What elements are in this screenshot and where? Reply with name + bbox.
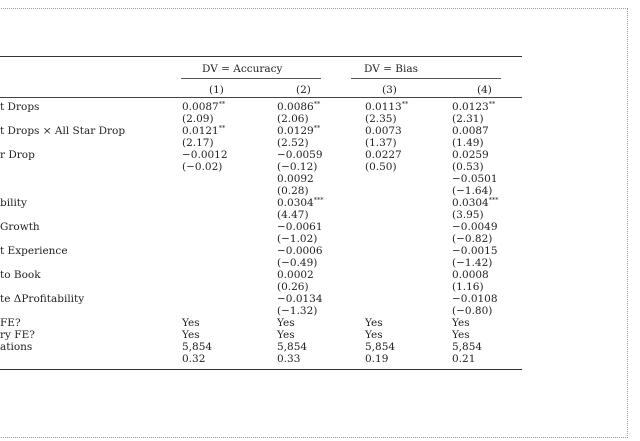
cell-value: (2.35) [365, 113, 397, 125]
cell-col-3 [365, 113, 397, 125]
cell-col-4 [452, 293, 498, 305]
cell-value: 5,854 [182, 341, 213, 353]
row-label: bility [0, 197, 27, 209]
table-row [0, 353, 522, 365]
cell-value: 0.0129 [277, 125, 314, 137]
cell-value: 0.0259 [452, 149, 489, 161]
cell-value: Yes [365, 329, 383, 341]
cell-value: Yes [182, 317, 200, 329]
cell-col-2 [277, 221, 323, 233]
cell-col-2 [277, 329, 295, 341]
cell-value: −0.0108 [452, 293, 498, 305]
row-label: to Book [0, 269, 41, 281]
cell-value: Yes [277, 317, 295, 329]
cell-col-4 [452, 353, 475, 365]
significance-stars: *** [313, 196, 324, 204]
table-bottom-rule [0, 369, 522, 370]
cell-value: 0.0092 [277, 173, 314, 185]
cell-col-3 [365, 329, 383, 341]
table-row [0, 341, 522, 353]
row-label: te ΔProfitability [0, 293, 85, 305]
table-row [0, 233, 522, 245]
dv-bias-header: DV = Bias [364, 63, 419, 75]
row-label: r Drop [0, 149, 35, 161]
significance-stars: ** [488, 100, 496, 108]
cell-col-2 [277, 305, 317, 317]
cell-col-4 [452, 149, 489, 161]
cell-col-1 [182, 161, 222, 173]
cell-value: Yes [365, 317, 383, 329]
row-label: Growth [0, 221, 40, 233]
table-row [0, 245, 522, 257]
col-num-3: (3) [382, 84, 397, 96]
cell-col-2 [277, 245, 323, 257]
cell-col-2 [277, 125, 320, 137]
cell-value: (0.50) [365, 161, 397, 173]
cell-col-4 [452, 257, 492, 269]
cell-value: 0.0304 [452, 197, 489, 209]
table-row [0, 221, 522, 233]
cell-value: −0.0049 [452, 221, 498, 233]
cell-value: 0.0087 [182, 101, 219, 113]
cell-col-4 [452, 137, 484, 149]
row-label: t Drops × All Star Drop [0, 125, 126, 137]
row-label: t Experience [0, 245, 68, 257]
cell-col-2 [277, 185, 309, 197]
cell-value: (4.47) [277, 209, 309, 221]
cell-col-2 [277, 137, 309, 149]
cell-value: −0.0059 [277, 149, 323, 161]
table-row [0, 161, 522, 173]
cell-col-3 [365, 101, 408, 113]
cell-col-3 [365, 149, 402, 161]
cell-col-2 [277, 149, 323, 161]
significance-stars: ** [313, 100, 321, 108]
dv-accuracy-header: DV = Accuracy [202, 63, 283, 75]
cell-value: (2.52) [277, 137, 309, 149]
cell-col-2 [277, 353, 300, 365]
cell-value: 0.0123 [452, 101, 489, 113]
col-num-4: (4) [477, 84, 492, 96]
cell-value: (0.53) [452, 161, 484, 173]
cell-value: (−1.42) [452, 257, 493, 269]
cell-col-2 [277, 317, 295, 329]
cell-value: (−0.02) [182, 161, 223, 173]
cell-col-1 [182, 341, 212, 353]
cell-value: 0.0304 [277, 197, 314, 209]
cell-col-4 [452, 185, 492, 197]
table-row [0, 113, 522, 125]
cell-col-1 [182, 353, 205, 365]
table-row [0, 329, 522, 341]
cell-value: (−0.49) [277, 257, 318, 269]
cell-col-2 [277, 209, 309, 221]
cell-value: (1.49) [452, 137, 484, 149]
cell-value: 5,854 [452, 341, 483, 353]
cell-col-1 [182, 137, 214, 149]
col-num-2: (2) [296, 84, 311, 96]
significance-stars: ** [313, 124, 321, 132]
cell-value: 5,854 [277, 341, 308, 353]
table-row [0, 209, 522, 221]
regression-table [0, 56, 522, 370]
cell-col-1 [182, 125, 225, 137]
cell-col-1 [182, 317, 200, 329]
cell-value: 0.0073 [365, 125, 402, 137]
cell-value: 0.19 [365, 353, 389, 365]
cell-col-3 [365, 341, 395, 353]
cell-value: (−0.82) [452, 233, 493, 245]
cell-col-4 [452, 209, 484, 221]
cell-value: (−1.02) [277, 233, 318, 245]
cell-value: 0.0227 [365, 149, 402, 161]
table-row [0, 269, 522, 281]
cell-col-4 [452, 113, 484, 125]
cell-value: 0.0002 [277, 269, 314, 281]
table-body [0, 98, 522, 369]
cell-value: (2.31) [452, 113, 484, 125]
cell-col-4 [452, 173, 498, 185]
table-row [0, 257, 522, 269]
cell-col-3 [365, 317, 383, 329]
row-label: ry FE? [0, 329, 35, 341]
cell-value: (2.09) [182, 113, 214, 125]
cell-value: (1.37) [365, 137, 397, 149]
table-row [0, 317, 522, 329]
significance-stars: ** [401, 100, 409, 108]
cell-col-2 [277, 173, 314, 185]
cell-value: (2.06) [277, 113, 309, 125]
cell-value: −0.0134 [277, 293, 323, 305]
row-label: t Drops [0, 101, 40, 113]
cell-value: 0.0121 [182, 125, 219, 137]
cell-col-4 [452, 233, 492, 245]
row-label: FE? [0, 317, 21, 329]
cell-value: (−1.32) [277, 305, 318, 317]
cell-col-4 [452, 245, 498, 257]
cell-value: 0.32 [182, 353, 206, 365]
cell-col-4 [452, 161, 484, 173]
cell-value: (−1.64) [452, 185, 493, 197]
cell-value: 5,854 [365, 341, 396, 353]
cell-col-2 [277, 101, 320, 113]
cell-value: Yes [182, 329, 200, 341]
significance-stars: ** [218, 124, 226, 132]
table-row [0, 125, 522, 137]
row-label: ations [0, 341, 33, 353]
cell-value: −0.0006 [277, 245, 323, 257]
table-row [0, 173, 522, 185]
cell-col-3 [365, 161, 397, 173]
cell-value: (2.17) [182, 137, 214, 149]
cell-col-2 [277, 113, 309, 125]
cell-col-2 [277, 341, 307, 353]
cell-col-1 [182, 113, 214, 125]
cell-col-4 [452, 269, 489, 281]
cell-value: 0.21 [452, 353, 476, 365]
cell-col-2 [277, 161, 317, 173]
cell-col-4 [452, 341, 482, 353]
cell-value: Yes [452, 329, 470, 341]
cell-value: 0.0113 [365, 101, 402, 113]
cell-col-3 [365, 125, 402, 137]
table-row [0, 305, 522, 317]
cell-col-4 [452, 125, 489, 137]
cell-value: Yes [277, 329, 295, 341]
significance-stars: ** [218, 100, 226, 108]
cell-value: −0.0501 [452, 173, 498, 185]
cell-col-2 [277, 233, 317, 245]
dv-header-row [0, 57, 522, 81]
cell-col-3 [365, 353, 388, 365]
col-num-1: (1) [209, 84, 224, 96]
significance-stars: *** [488, 196, 499, 204]
cell-value: (1.16) [452, 281, 484, 293]
column-number-row [0, 81, 522, 97]
cell-value: −0.0012 [182, 149, 228, 161]
cell-value: (−0.12) [277, 161, 318, 173]
cell-col-2 [277, 293, 323, 305]
table-row [0, 149, 522, 161]
cell-value: Yes [452, 317, 470, 329]
cell-col-1 [182, 101, 225, 113]
cell-col-4 [452, 305, 492, 317]
cell-col-3 [365, 137, 397, 149]
cell-col-2 [277, 197, 324, 209]
cell-col-4 [452, 101, 495, 113]
cell-col-4 [452, 329, 470, 341]
dv-accuracy-underline [181, 78, 321, 79]
cell-value: (0.26) [277, 281, 309, 293]
cell-col-1 [182, 329, 200, 341]
cell-value: −0.0015 [452, 245, 498, 257]
cell-col-1 [182, 149, 228, 161]
cell-col-2 [277, 257, 317, 269]
cell-col-4 [452, 317, 470, 329]
cell-col-4 [452, 197, 499, 209]
table-row [0, 293, 522, 305]
cell-col-2 [277, 281, 309, 293]
table-row [0, 101, 522, 113]
cell-value: 0.0087 [452, 125, 489, 137]
table-row [0, 185, 522, 197]
cell-value: (−0.80) [452, 305, 493, 317]
cell-value: −0.0061 [277, 221, 323, 233]
cell-value: (3.95) [452, 209, 484, 221]
table-row [0, 281, 522, 293]
cell-col-4 [452, 221, 498, 233]
cell-col-4 [452, 281, 484, 293]
table-row [0, 197, 522, 209]
cell-value: 0.33 [277, 353, 301, 365]
table-row [0, 137, 522, 149]
cell-value: (0.28) [277, 185, 309, 197]
cell-value: 0.0008 [452, 269, 489, 281]
cell-value: 0.0086 [277, 101, 314, 113]
cell-col-2 [277, 269, 314, 281]
dv-bias-underline [351, 78, 501, 79]
